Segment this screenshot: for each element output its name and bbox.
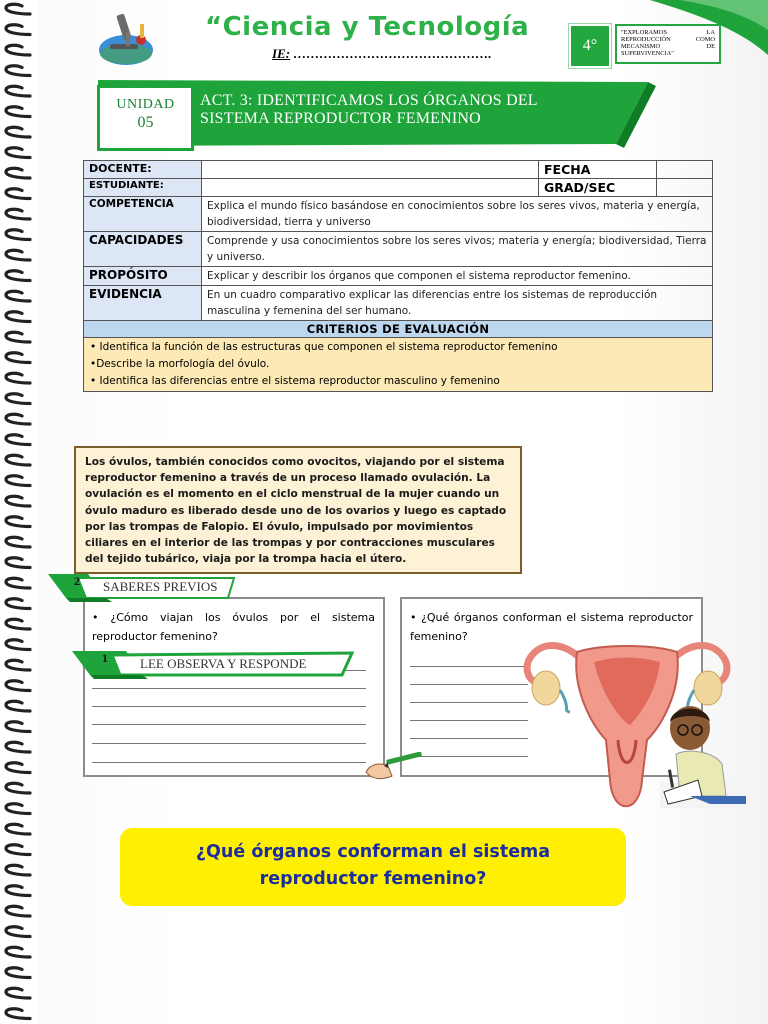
- microscope-logo-icon: [96, 10, 158, 68]
- spiral-ring: [6, 968, 30, 978]
- criterios-header: CRITERIOS DE EVALUACIÓN: [84, 321, 713, 338]
- spiral-ring: [6, 619, 30, 629]
- spiral-ring: [6, 455, 30, 465]
- activity-title-line1: ACT. 3: IDENTIFICAMOS LOS ÓRGANOS DEL: [200, 92, 538, 109]
- spiral-ring: [6, 373, 30, 383]
- spiral-ring: [6, 988, 30, 998]
- docente-label: DOCENTE:: [84, 161, 202, 179]
- capacidades-value: Comprende y usa conocimientos sobre los seres vivos; materia y energía; biodiversidad, Tierra y universo.: [202, 232, 713, 267]
- lee-observa-label: LEE OBSERVA Y RESPONDE: [140, 656, 307, 671]
- fecha-label: FECHA: [539, 161, 657, 179]
- spiral-ring: [6, 168, 30, 178]
- grade-badge: 4°: [569, 24, 611, 68]
- answer-line[interactable]: [410, 738, 528, 739]
- fecha-field[interactable]: [657, 161, 713, 179]
- ie-label: IE:: [272, 46, 291, 61]
- spiral-ring: [6, 558, 30, 568]
- spiral-ring: [6, 250, 30, 260]
- unit-box: [97, 85, 194, 151]
- spiral-ring: [6, 722, 30, 732]
- reading-passage: Los óvulos, también conocidos como ovocitos, viajando por el sistema reproductor femenino a través de un proceso llamado ovulación. La ovulación es el momento en el ciclo menstrual de la mujer cuando un óvulo maduro es liberado desde uno de los ovarios y luego es captado por las trompas de Falopio. El óvulo, impulsado por movimientos ciliares en el interior de las trompas y por contracciones musculares del tejido tubárico, viaja por la trompa hacia el útero.: [74, 446, 522, 574]
- spiral-ring: [6, 804, 30, 814]
- spiral-ring: [6, 886, 30, 896]
- spiral-ring: [6, 783, 30, 793]
- evidencia-value: En un cuadro comparativo explicar las diferencias entre los sistemas de reproducción masculina y femenina del ser humano.: [202, 286, 713, 321]
- spiral-ring: [6, 4, 30, 14]
- spiral-ring: [6, 701, 30, 711]
- question-1: • ¿Cómo viajan los óvulos por el sistema reproductor femenino?: [92, 611, 375, 643]
- spiral-ring: [6, 271, 30, 281]
- competencia-value: Explica el mundo físico basándose en conocimientos sobre los seres vivos, materia y energía, biodiversidad, tierra y universo: [202, 197, 713, 232]
- gradsec-label: GRAD/SEC: [539, 179, 657, 197]
- capacidades-label: CAPACIDADES: [84, 232, 202, 267]
- docente-field[interactable]: [202, 161, 539, 179]
- unit-number: 05: [137, 114, 154, 131]
- student-writing-illustration: [650, 700, 750, 810]
- answer-line[interactable]: [410, 756, 528, 757]
- spiral-ring: [6, 312, 30, 322]
- spiral-ring: [6, 353, 30, 363]
- ie-value: ……………………………………….: [293, 46, 492, 61]
- spiral-ring: [6, 332, 30, 342]
- estudiante-field[interactable]: [202, 179, 539, 197]
- spiral-ring: [6, 496, 30, 506]
- criterios-list: [84, 338, 713, 392]
- proposito-value: Explicar y describir los órganos que componen el sistema reproductor femenino.: [202, 267, 713, 286]
- criterio-item: • Identifica las diferencias entre el sistema reproductor masculino y femenino: [90, 375, 500, 387]
- question-2: • ¿Qué órganos conforman el sistema reproductor femenino?: [410, 611, 693, 643]
- spiral-ring: [6, 209, 30, 219]
- spiral-ring: [6, 763, 30, 773]
- main-question-line2: reproductor femenino?: [259, 869, 487, 889]
- spiral-ring: [6, 291, 30, 301]
- topic-box: "EXPLORAMOS LA REPRODUCCIÓN COMO MECANISMO DE SUPERVIVENCIA": [615, 24, 721, 64]
- spiral-ring: [6, 66, 30, 76]
- unit-label: UNIDAD: [116, 97, 175, 112]
- spiral-ring: [6, 640, 30, 650]
- spiral-ring: [6, 394, 30, 404]
- activity-title: [200, 92, 620, 128]
- spiral-ring: [6, 148, 30, 158]
- main-question-line1: ¿Qué órganos conforman el sistema: [195, 842, 551, 862]
- spiral-ring: [6, 414, 30, 424]
- answer-line[interactable]: [92, 762, 366, 763]
- activity-title-line2: SISTEMA REPRODUCTOR FEMENINO: [200, 110, 481, 127]
- spiral-ring: [6, 865, 30, 875]
- spiral-ring: [6, 537, 30, 547]
- spiral-ring: [6, 660, 30, 670]
- page-title: “Ciencia y Tecnología: [205, 12, 530, 42]
- criterio-item: • Identifica la función de las estructuras que componen el sistema reproductor femenino: [90, 341, 558, 353]
- spiral-ring: [6, 86, 30, 96]
- spiral-ring: [6, 107, 30, 117]
- spiral-ring: [6, 578, 30, 588]
- spiral-ring: [6, 127, 30, 137]
- answer-line[interactable]: [92, 706, 366, 707]
- answer-line[interactable]: [92, 724, 366, 725]
- answer-line[interactable]: [410, 720, 528, 721]
- spiral-ring: [6, 742, 30, 752]
- gradsec-field[interactable]: [657, 179, 713, 197]
- spiral-ring: [6, 230, 30, 240]
- competencia-label: COMPETENCIA: [84, 197, 202, 232]
- spiral-ring: [6, 599, 30, 609]
- institution-line: [272, 46, 492, 62]
- activity-info-table: [83, 160, 713, 392]
- main-question-box: [120, 828, 626, 906]
- spiral-ring: [6, 517, 30, 527]
- criterio-item: •Describe la morfología del óvulo.: [90, 358, 270, 370]
- spiral-ring: [6, 824, 30, 834]
- answer-line[interactable]: [410, 666, 528, 667]
- proposito-label: PROPÓSITO: [84, 267, 202, 286]
- spiral-ring: [6, 845, 30, 855]
- spiral-ring: [6, 906, 30, 916]
- spiral-ring: [6, 25, 30, 35]
- lee-observa-number: 1: [102, 651, 108, 665]
- answer-line[interactable]: [92, 688, 366, 689]
- hand-pencil-icon: [362, 752, 424, 782]
- spiral-ring: [6, 189, 30, 199]
- spiral-ring: [6, 927, 30, 937]
- spiral-binding: [0, 0, 40, 1024]
- answer-line[interactable]: [92, 743, 366, 744]
- spiral-ring: [6, 1009, 30, 1019]
- answer-line[interactable]: [410, 684, 528, 685]
- spiral-ring: [6, 45, 30, 55]
- spiral-ring: [6, 435, 30, 445]
- estudiante-label: ESTUDIANTE:: [84, 179, 202, 197]
- saberes-previos-number: 2: [74, 574, 80, 588]
- spiral-ring: [6, 476, 30, 486]
- spiral-ring: [6, 681, 30, 691]
- evidencia-label: EVIDENCIA: [84, 286, 202, 321]
- saberes-previos-label: SABERES PREVIOS: [103, 579, 218, 594]
- spiral-ring: [6, 947, 30, 957]
- answer-line[interactable]: [410, 702, 528, 703]
